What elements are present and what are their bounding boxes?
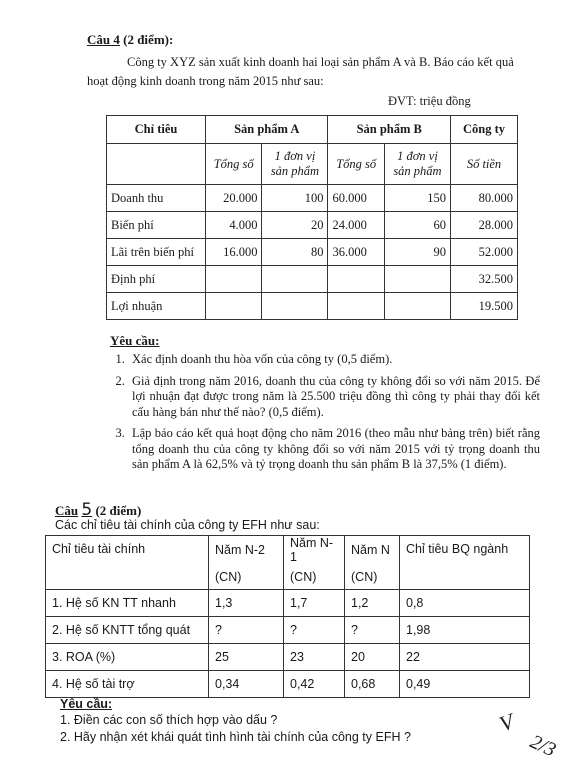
- table-row: [107, 185, 518, 212]
- table-row: [107, 212, 518, 239]
- header-chitieu: Chỉ tiêu: [107, 116, 206, 144]
- cell-n: 0,68: [345, 671, 400, 698]
- q5-table: [45, 535, 530, 698]
- cell-n: 1,2: [345, 590, 400, 617]
- cell-n1: 1,7: [284, 590, 345, 617]
- cell-company: 19.500: [451, 293, 518, 320]
- cell-n2: 25: [209, 644, 284, 671]
- header-cn: (CN): [209, 564, 284, 590]
- cell-a-total: 16.000: [206, 239, 262, 266]
- sub-unit-a: [262, 144, 328, 185]
- cell-industry-avg: 1,98: [400, 617, 530, 644]
- row-label: Định phí: [107, 266, 206, 293]
- cell-empty: [206, 266, 262, 293]
- header-industry-avg: Chỉ tiêu BQ ngành: [400, 536, 530, 590]
- cell-n2: 0,34: [209, 671, 284, 698]
- row-label: 3. ROA (%): [46, 644, 209, 671]
- header-company: Công ty: [451, 116, 518, 144]
- cell-company: 52.000: [451, 239, 518, 266]
- list-item: 2. Giả định trong năm 2016, doanh thu của công ty không đổi so với năm 2015. Để lợi nhuận đạt được trong năm là 25.500 triệu đồng thì công ty phải thay đổi kết cấu hàng bán như thế nào? (0,5 điểm).: [128, 374, 540, 421]
- row-label: Doanh thu: [107, 185, 206, 212]
- table-row: [46, 671, 530, 698]
- table-row: [46, 644, 530, 671]
- header-indicator: Chỉ tiêu tài chính: [46, 536, 209, 590]
- cell-company: 28.000: [451, 212, 518, 239]
- header-n: Năm N: [345, 536, 400, 565]
- q5-number: 5: [81, 500, 93, 520]
- cell-empty: [328, 266, 384, 293]
- q5-requirements-list: [60, 712, 411, 746]
- row-label: 2. Hệ số KNTT tổng quát: [46, 617, 209, 644]
- q4-requirements-title: Yêu cầu:: [110, 333, 160, 348]
- cell-company: 80.000: [451, 185, 518, 212]
- cell-n1: ?: [284, 617, 345, 644]
- header-product-a: Sản phẩm A: [206, 116, 328, 144]
- cell-industry-avg: 0,49: [400, 671, 530, 698]
- row-label: 4. Hệ số tài trợ: [46, 671, 209, 698]
- cell-n1: 0,42: [284, 671, 345, 698]
- cell-empty: [328, 293, 384, 320]
- header-cn: (CN): [284, 564, 345, 590]
- cell-a-unit: 20: [262, 212, 328, 239]
- row-label: 1. Hệ số KN TT nhanh: [46, 590, 209, 617]
- q4-table: [106, 115, 518, 320]
- sub-total-b: Tổng số: [328, 144, 384, 185]
- table-row: [107, 239, 518, 266]
- q4-title: [87, 32, 173, 48]
- cell-b-unit: 60: [384, 212, 450, 239]
- table-row: [107, 293, 518, 320]
- cell-a-total: 20.000: [206, 185, 262, 212]
- row-label: Biến phí: [107, 212, 206, 239]
- q5-label: Câu: [55, 503, 79, 518]
- handwritten-check-mark: V: [495, 708, 518, 737]
- sub-empty: [107, 144, 206, 185]
- q4-points: (2 điểm):: [119, 32, 174, 47]
- list-item: 3. Lập báo cáo kết quả hoạt động cho năm 2016 (theo mẫu như bảng trên) biết rằng tổng doanh thu của công ty không đổi so với năm 2015 với tỷ trọng doanh thu sản phẩm A là 62,5% và tỷ trọng doanh thu sản phẩm B là 37,5% (1 điểm).: [128, 426, 540, 473]
- cell-a-total: 4.000: [206, 212, 262, 239]
- list-item: 1. Điền các con số thích hợp vào dấu ?: [60, 713, 278, 727]
- q4-unit: ĐVT: triệu đồng: [388, 94, 471, 108]
- cell-n: 20: [345, 644, 400, 671]
- handwritten-page-number: 2/3: [526, 730, 560, 762]
- cell-industry-avg: 22: [400, 644, 530, 671]
- sub-total-a: Tổng số: [206, 144, 262, 185]
- cell-b-total: 24.000: [328, 212, 384, 239]
- list-item: 1. Xác định doanh thu hòa vốn của công ty (0,5 điểm).: [128, 352, 540, 368]
- cell-empty: [384, 266, 450, 293]
- sub-unit-a-line1: 1 đơn vị: [274, 149, 316, 163]
- header-product-b: Sản phẩm B: [328, 116, 451, 144]
- cell-b-total: 60.000: [328, 185, 384, 212]
- table-row: [46, 617, 530, 644]
- cell-empty: [262, 266, 328, 293]
- cell-empty: [262, 293, 328, 320]
- sub-money: Số tiền: [451, 144, 518, 185]
- cell-empty: [206, 293, 262, 320]
- cell-n: ?: [345, 617, 400, 644]
- q4-intro-line1: Công ty XYZ sản xuất kinh doanh hai loại sản phẩm A và B. Báo cáo kết quả: [127, 55, 514, 69]
- q4-requirements-list: [110, 352, 540, 479]
- cell-n2: 1,3: [209, 590, 284, 617]
- table-row: [107, 266, 518, 293]
- cell-empty: [384, 293, 450, 320]
- row-label: Lợi nhuận: [107, 293, 206, 320]
- sub-unit-b-line2: sản phẩm: [393, 164, 442, 178]
- cell-n1: 23: [284, 644, 345, 671]
- cell-b-total: 36.000: [328, 239, 384, 266]
- q5-intro: Các chỉ tiêu tài chính của công ty EFH như sau:: [55, 518, 320, 532]
- header-n1: Năm N-1: [284, 536, 345, 565]
- sub-unit-b-line1: 1 đơn vị: [397, 149, 438, 163]
- sub-unit-a-line2: sản phẩm: [270, 164, 320, 178]
- list-item: 2. Hãy nhận xét khái quát tình hình tài chính của công ty EFH ?: [60, 730, 411, 744]
- row-label: Lãi trên biến phí: [107, 239, 206, 266]
- q5-points: (2 điểm): [95, 503, 142, 518]
- sub-unit-b: [384, 144, 450, 185]
- table-row: [46, 590, 530, 617]
- q5-requirements-title: Yêu cầu:: [60, 697, 113, 711]
- cell-company: 32.500: [451, 266, 518, 293]
- cell-n2: ?: [209, 617, 284, 644]
- cell-b-unit: 150: [384, 185, 450, 212]
- cell-a-unit: 100: [262, 185, 328, 212]
- q4-intro-line2: hoạt động kinh doanh trong năm 2015 như sau:: [87, 74, 324, 88]
- cell-b-unit: 90: [384, 239, 450, 266]
- header-n2: Năm N-2: [209, 536, 284, 565]
- header-cn: (CN): [345, 564, 400, 590]
- cell-a-unit: 80: [262, 239, 328, 266]
- q4-label: Câu 4: [87, 32, 120, 47]
- cell-industry-avg: 0,8: [400, 590, 530, 617]
